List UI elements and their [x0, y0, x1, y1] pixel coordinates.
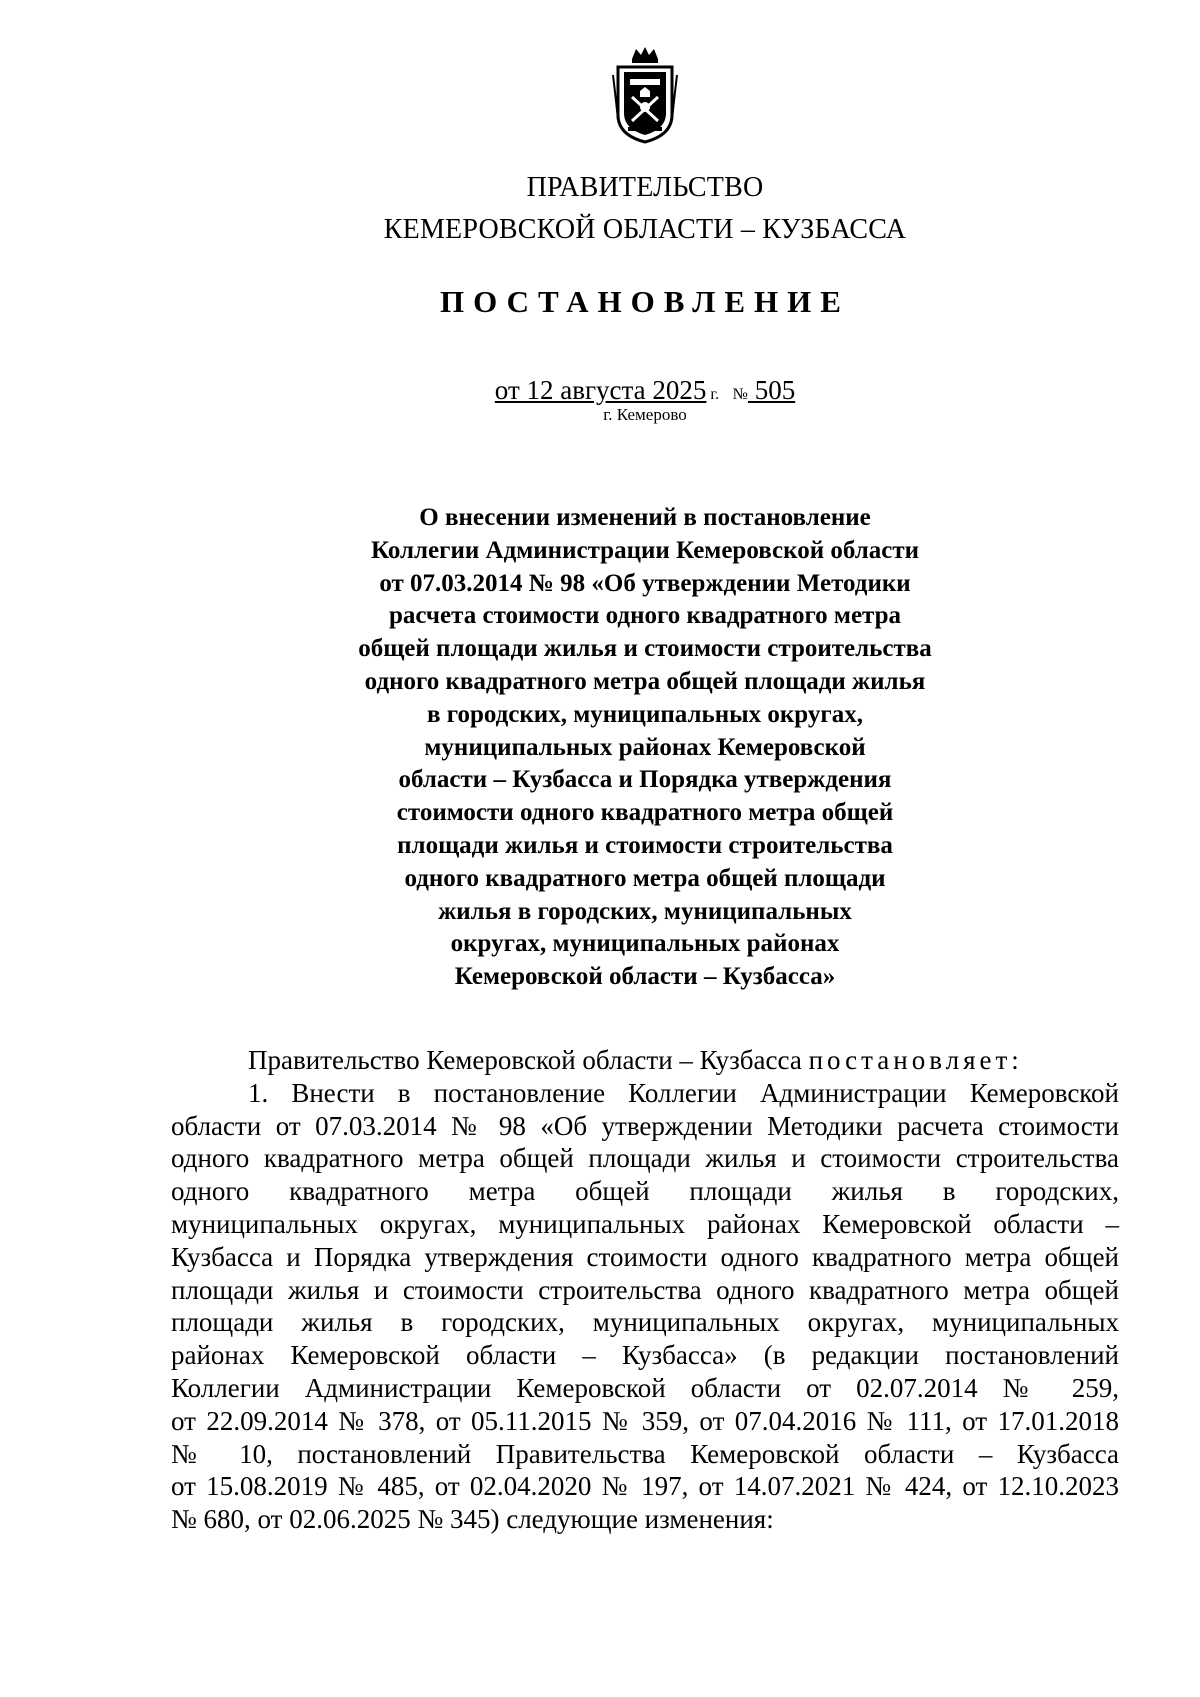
- coat-of-arms-emblem: [610, 45, 680, 145]
- number-sign: №: [732, 386, 748, 403]
- document-city: г. Кемерово: [603, 405, 687, 424]
- title-line: муниципальных районах Кемеровской: [424, 733, 866, 761]
- organization-line-2: КЕМЕРОВСКОЙ ОБЛАСТИ – КУЗБАССА: [383, 214, 907, 245]
- paragraph-line: № 680, от 02.06.2025 № 345) следующие изменения:: [171, 1504, 774, 1535]
- paragraph-line: площади жилья и стоимости строительства одного квадратного метра общей: [171, 1274, 1119, 1305]
- title-line: области – Кузбасса и Порядка утверждения: [398, 766, 892, 794]
- organization-line-1: ПРАВИТЕЛЬСТВО: [526, 172, 764, 203]
- paragraph-line: области от 07.03.2014 № 98 «Об утверждении Методики расчета стоимости: [171, 1110, 1119, 1141]
- paragraph-line: 1. Внести в постановление Коллегии Администрации Кемеровской: [248, 1077, 1119, 1108]
- title-line: в городских, муниципальных округах,: [427, 700, 863, 728]
- title-line: округах, муниципальных районах: [450, 930, 840, 958]
- title-line: жилья в городских, муниципальных: [438, 897, 852, 925]
- preamble-text: Правительство Кемеровской области – Кузбасса: [248, 1045, 809, 1075]
- paragraph-line: № 10, постановлений Правительства Кемеровской области – Кузбасса: [171, 1438, 1119, 1469]
- preamble: [171, 1044, 1119, 1077]
- title-line: Коллегии Администрации Кемеровской области: [370, 536, 920, 564]
- document-type-heading: ПОСТАНОВЛЕНИЕ: [440, 284, 850, 319]
- document-number: 505: [747, 375, 796, 405]
- paragraph-line: муниципальных округах, муниципальных районах Кемеровской области –: [171, 1208, 1119, 1239]
- title-line: площади жилья и стоимости строительства: [397, 831, 893, 859]
- paragraph-line: Коллегии Администрации Кемеровской области от 02.07.2014 № 259,: [171, 1372, 1119, 1403]
- title-line: общей площади жилья и стоимости строительства: [358, 635, 932, 663]
- title-line: от 07.03.2014 № 98 «Об утверждении Методики: [379, 569, 911, 597]
- year-suffix: г.: [706, 386, 720, 403]
- title-line: одного квадратного метра общей площади: [404, 864, 886, 892]
- paragraph-line: одного квадратного метра общей площади жилья в городских,: [171, 1176, 1119, 1207]
- title-line: расчета стоимости одного квадратного метра: [388, 602, 902, 630]
- document-title: [300, 502, 990, 994]
- paragraph-line: площади жилья в городских, муниципальных округах, муниципальных: [171, 1307, 1119, 1338]
- date-prefix: от: [494, 375, 527, 405]
- paragraph-line: районах Кемеровской области – Кузбасса» (в редакции постановлений: [171, 1340, 1119, 1371]
- paragraph-line: Кузбасса и Порядка утверждения стоимости одного квадратного метра общей: [171, 1241, 1119, 1272]
- document-body: [171, 1044, 1119, 1536]
- paragraph-line: от 22.09.2014 № 378, от 05.11.2015 № 359, от 07.04.2016 № 111, от 17.01.2018: [171, 1405, 1119, 1436]
- document-date: 12 августа 2025: [526, 375, 707, 405]
- title-line: О внесении изменений в постановление: [419, 504, 871, 531]
- title-line: одного квадратного метра общей площади жилья: [364, 667, 926, 695]
- paragraph-line: одного квадратного метра общей площади жилья и стоимости строительства: [171, 1143, 1119, 1174]
- preamble-verb: постановляет:: [808, 1045, 1023, 1075]
- paragraph-line: от 15.08.2019 № 485, от 02.04.2020 № 197, от 14.07.2021 № 424, от 12.10.2023: [171, 1471, 1119, 1502]
- title-line: Кемеровской области – Кузбасса»: [454, 963, 836, 991]
- title-line: стоимости одного квадратного метра общей: [396, 799, 894, 827]
